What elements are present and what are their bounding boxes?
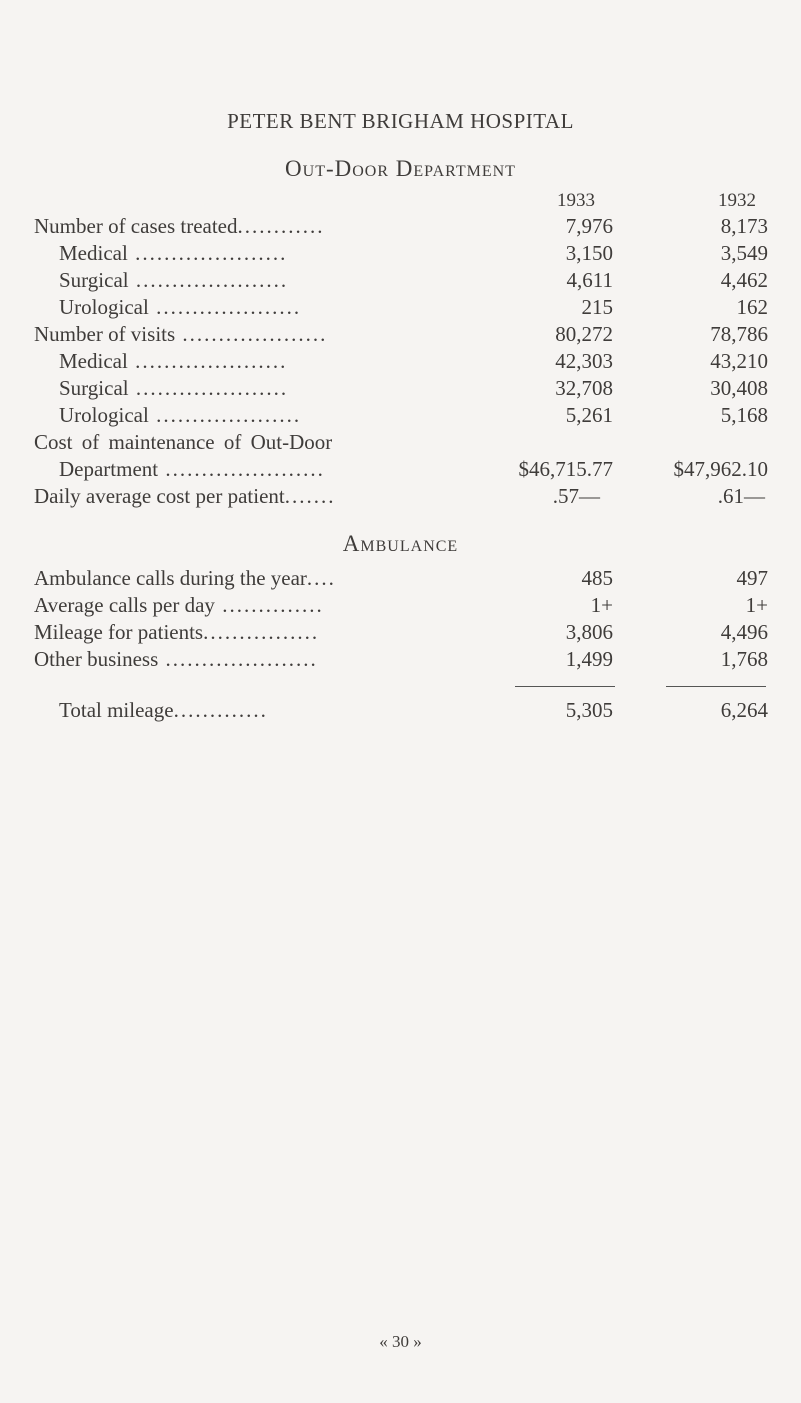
row-label: Ambulance calls during the year [34, 566, 307, 590]
value-1932: 78,786 [710, 322, 768, 346]
value-1932: 5,168 [720, 403, 768, 427]
ambulance-section-title: Ambulance [342, 531, 459, 556]
outdoor-section-title: Out-Door Department [285, 156, 516, 181]
row-label: Urological [59, 295, 149, 319]
value-1933: 1,499 [565, 647, 613, 671]
row-label: Number of cases treated [34, 214, 238, 238]
value-1933: $46,715.77 [518, 457, 613, 481]
value-1933: 485 [581, 566, 613, 590]
value-1933: 32,708 [555, 376, 613, 400]
row-label: Other business [34, 647, 159, 671]
value-1932: 1+ [745, 593, 768, 617]
row-label: Daily average cost per patient [34, 484, 285, 508]
page-header: PETER BENT BRIGHAM HOSPITAL [227, 109, 574, 133]
value-1932: 30,408 [710, 376, 768, 400]
value-1932: 43,210 [710, 349, 768, 373]
page-number: « 30 » [379, 1332, 422, 1351]
value-1933: 4,611 [566, 268, 613, 292]
value-1933: 7,976 [565, 214, 613, 238]
value-1932: 162 [736, 295, 768, 319]
row-label: Medical [59, 241, 128, 265]
value-1932: 6,264 [720, 698, 768, 722]
value-1933: 5,261 [565, 403, 613, 427]
value-1933: 42,303 [555, 349, 613, 373]
leader-dots: .................... [148, 403, 302, 427]
value-1932: 3,549 [720, 241, 768, 265]
value-1932: 4,462 [720, 268, 768, 292]
row-label: Cost of maintenance of Out-Door [34, 430, 333, 454]
value-1933: 1+ [590, 593, 613, 617]
sum-rule-1932 [666, 686, 766, 687]
leader-dots: ..................... [127, 241, 288, 265]
row-label: Average calls per day [34, 593, 215, 617]
leader-dots: ..................... [127, 349, 288, 373]
leader-dots: .............. [214, 593, 324, 617]
value-1932: 4,496 [720, 620, 768, 644]
leader-dots: ..................... [158, 647, 318, 671]
leader-dots: ............ [237, 214, 325, 238]
value-1933: 3,150 [565, 241, 613, 265]
row-label: Number of visits [34, 322, 176, 346]
row-label: Surgical [59, 268, 129, 292]
row-label: Surgical [59, 376, 129, 400]
row-label: Urological [59, 403, 149, 427]
value-1933: 215 [581, 295, 613, 319]
value-1933: 80,272 [555, 322, 613, 346]
leader-dots: ................ [203, 620, 320, 644]
column-year-1933: 1933 [557, 190, 595, 211]
value-1932: 8,173 [720, 214, 768, 238]
leader-dots: .................... [148, 295, 302, 319]
leader-dots: ............. [173, 698, 268, 722]
row-label: Medical [59, 349, 128, 373]
value-1932: $47,962.10 [673, 457, 768, 481]
row-label: Mileage for patients [34, 620, 204, 644]
sum-rule-1933 [515, 686, 615, 687]
value-1932: 497 [736, 566, 768, 590]
leader-dots: .... [306, 566, 336, 590]
leader-dots: ..................... [128, 376, 289, 400]
column-year-1932: 1932 [718, 190, 756, 211]
row-label: Total mileage [59, 698, 174, 722]
value-1932: 1,768 [720, 647, 768, 671]
leader-dots: ....... [284, 484, 336, 508]
value-1932: .61— [717, 484, 765, 508]
leader-dots: ...................... [158, 457, 325, 481]
value-1933: 3,806 [565, 620, 613, 644]
leader-dots: ..................... [128, 268, 289, 292]
value-1933: .57— [552, 484, 600, 508]
value-1933: 5,305 [565, 698, 613, 722]
row-label: Department [59, 457, 159, 481]
leader-dots: .................... [175, 322, 328, 346]
